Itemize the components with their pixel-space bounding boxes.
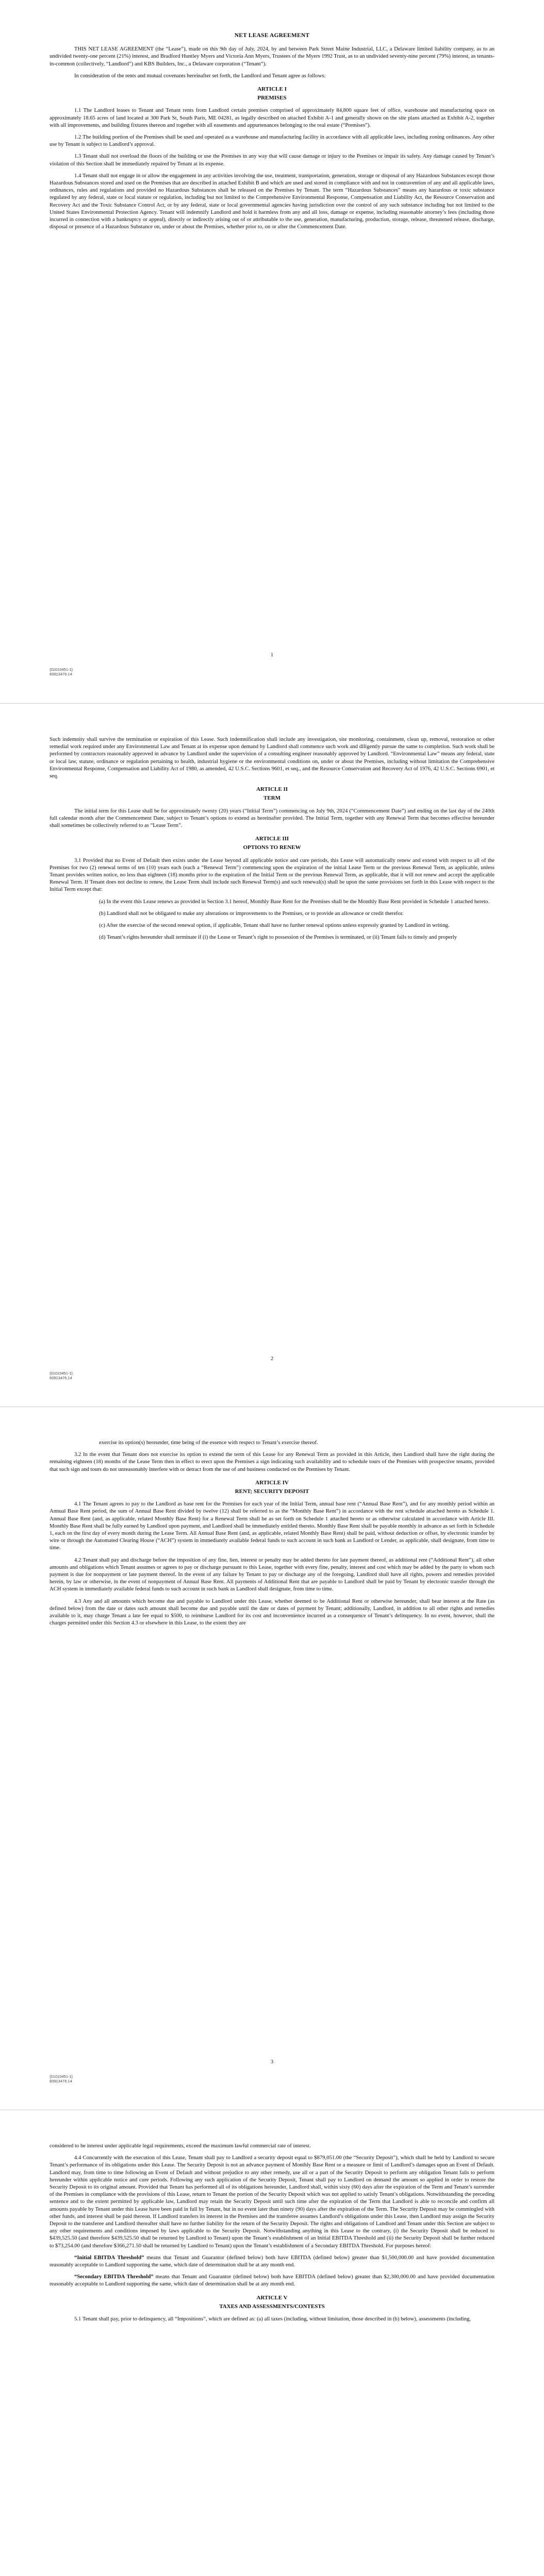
section-3-2: 3.2 In the event that Tenant does not exercise its option to extend the term of this Lease for any Renewal Term as provided in this Article, then Landlord shall have the right during the remaining eighteen (18) months of the Lease Term then in effect to erect upon the Premises a sign indicating such availability and to schedule tours of the Premises with prospective tenants, provided that such sign and tours do not unreasonably interfere with or detract from the use of and business conducted on the Premises by Tenant.	[50, 1451, 494, 1472]
page-3-content	[50, 1439, 494, 1631]
section-1-1: 1.1 The Landlord leases to Tenant and Tenant rents from Landlord certain premises comprised of approximately 84,800 square feet of office, warehouse and manufacturing space on approximately 18.65 acres of land located at 300 Park St, South Paris, ME 04281, as legally described on attached Exhibit A-1 and generally shown on the site plans attached as Exhibit A-2, together with all improvements, and building fixtures thereon and together with all easements and appurtenances belonging to the real estate (“Premises”).	[50, 107, 494, 128]
footer-reference: 83913476.14	[50, 672, 72, 676]
page-3	[0, 1406, 544, 2110]
page-4-content	[50, 2142, 494, 2327]
secondary-ebitda-term: “Secondary EBITDA Threshold”	[74, 2274, 154, 2280]
section-4-4: 4.4 Concurrently with the execution of this Lease, Tenant shall pay to Landlord a security deposit equal to $879,051.00 (the “Security Deposit”), which shall be held by Landlord to secure Tenant’s performance of its obligations under this Lease. The Security Deposit is not an advance payment of Monthly Base Rent or a measure or limit of Landlord’s damages upon an Event of Default. Landlord may, from time to time following an Event of Default and without prejudice to any other remedy, use all or a part of the Security Deposit to perform any obligation Tenant fails to perform hereunder within applicable notice and cure periods. Following any such application of the Security Deposit, Tenant shall pay to Landlord on demand the amount so applied in order to restore the Security Deposit to its original amount. Provided that Tenant has performed all of its obligations hereunder, Landlord shall, within sixty (60) days after the expiration of the Term and Tenant’s surrender of the Premises in compliance with the provisions of this Lease, return to Tenant the portion of the Security Deposit which was not applied to satisfy Tenant’s obligations. Notwithstanding the preceding sentence and to the extent permitted by applicable law, Landlord may retain the Security Deposit until such time after the expiration of the Term that Landlord is able to reconcile and confirm all amounts payable by Tenant under this Lease have been paid in full by Tenant, but in no event later than ninety (90) days after the expiration of the Term. The Security Deposit may be commingled with other funds, and interest shall be paid thereon. If Landlord transfers its interest in the Premises and the transferee assumes Landlord’s obligations under this Lease, then Landlord may assign the Security Deposit to the transferee and Landlord thereafter shall have no further liability for the return of the Security Deposit. The rights and obligations of Landlord and Tenant under this Section are subject to any other requirements and conditions imposed by laws applicable to the Security Deposit. Notwithstanding anything in this Lease to the contrary, (i) the Security Deposit shall be reduced to $439,525.50 (and therefore $439,525.50 shall be returned by Landlord to Tenant) upon the Tenant’s establishment of an Initial EBITDA Threshold and (ii) the Security Deposit shall be further reduced to $73,254.00 (and therefore $366,271.50 shall be returned by Landlord to Tenant) upon the Tenant’s establishment of a Secondary EBITDA Threshold. For purposes hereof:	[50, 2155, 494, 2249]
article-2-heading: TERM	[263, 795, 281, 802]
indemnity-continuation: Such indemnity shall survive the termination or expiration of this Lease. Such indemnification shall include any investigation, site monitoring, containment, clean up, removal, restoration or other remedial work required under any Environmental Law and Tenant at its expense upon demand by Landlord shall commence such work and diligently pursue the same to completion. Such work shall be performed by contractors reasonably approved in advance by Landlord under the supervision of a consulting engineer reasonably approved by Landlord. “Environmental Law” means any federal, state or local law, statute, ordinance or regulation pertaining to health, industrial hygiene or the environmental conditions on, under or about the Premises, including without limitation the Comprehensive Environmental Response, Compensation and Liability Act of 1980, as amended, 42 U.S.C. Sections 9601, et seq., and the Resource Conservation and Recovery Act of 1976, 42 U.S.C. Sections 6901, et seq.	[50, 736, 494, 779]
page-2-content	[50, 736, 494, 945]
section-term: The initial term for this Lease shall be for approximately twenty (20) years (“Initial Term”) commencing on July 9th, 2024 (“Commencement Date”) and ending on the last day of the 240th full calendar month after the Commencement Date, subject to Tenant’s options to extend as hereinafter provided. The Initial Term, together with any Renewal Term that becomes effective hereunder shall sometimes be collectively referred to as “Lease Term”.	[50, 807, 494, 829]
section-3-1-b: (b) Landlord shall not be obligated to make any alterations or improvements to the Premises, or to provide an allowance or credit therefor.	[99, 910, 404, 917]
section-4-2: 4.2 Tenant shall pay and discharge before the imposition of any fine, lien, interest or penalty may be added thereto for late payment thereof, as additional rent (“Additional Rent”), all other amounts and obligations which Tenant assumes or agrees to pay or discharge pursuant to this Lease, together with every fine, penalty, interest and cost which may be added by the party to whom such payment is due for nonpayment or late payment thereof. In the event of any failure by Tenant to pay or discharge any of the foregoing, Landlord shall have all rights, powers and remedies provided herein, by law or otherwise, in the event of nonpayment of Annual Base Rent. All payments of Additional Rent that are payable to Landlord shall be paid by Tenant by electronic transfer through the ACH system in immediately available federal funds to such account in such bank as Landlord shall designate, from time to time.	[50, 1556, 494, 1592]
page-2	[0, 703, 544, 1407]
footer-reference: 83913476.14	[50, 1376, 72, 1380]
article-5-heading: TAXES AND ASSESSMENTS/CONTESTS	[219, 2303, 325, 2310]
option-continuation: exercise its option(s) hereunder, time being of the essence with respect to Tenant’s exercise thereof.	[99, 1439, 318, 1446]
document-title: NET LEASE AGREEMENT	[234, 32, 310, 39]
section-3-1: 3.1 Provided that no Event of Default then exists under the Lease beyond all applicable notice and cure periods, this Lease will automatically renew and extend with respect to all of the Premises for two (2) renewal terms of ten (10) years each (each a “Renewal Term”) commencing upon the expiration of the initial Lease Term or the previous Renewal Term, as applicable, unless Tenant provides written notice, no less than eighteen (18) months prior to the expiration of the Initial Term or the previous Renewal Term, as applicable, that it will not renew and accept the applicable Renewal Term. If Tenant does not decline to renew, the Lease Term shall include such Renewal Term(s) and such renewal(s) shall be upon the same provisions set forth in this Lease with respect to the Initial Term except that:	[50, 857, 494, 893]
article-2-label: ARTICLE II	[256, 786, 288, 793]
article-1-label: ARTICLE I	[257, 86, 287, 93]
initial-ebitda-definition	[50, 2254, 494, 2268]
footer-code: {01010451-1}	[50, 1371, 73, 1376]
page-1-content	[50, 32, 494, 235]
page-footer	[50, 1371, 73, 1380]
article-3-label: ARTICLE III	[255, 836, 289, 842]
footer-code: {01010451-1}	[50, 2074, 73, 2079]
initial-ebitda-text: means that Tenant and Guarantor (defined below) both have EBITDA (defined below) greater than $1,500,000.00 and have provided documentation reasonably acceptable to Landlord supporting the same, which date of determination shall be at any month end.	[50, 2254, 494, 2268]
initial-ebitda-term: “Initial EBITDA Threshold”	[74, 2254, 144, 2261]
page-number: 3	[270, 2059, 274, 2065]
section-1-2: 1.2 The building portion of the Premises shall be used and operated as a warehouse and manufacturing facility in accordance with all applicable laws, including zoning ordinances. Any other use by Tenant is subject to Landlord’s approval.	[50, 134, 494, 148]
section-3-1-a: (a) In the event this Lease renews as provided in Section 3.1 hereof, Monthly Base Rent for the Premises shall be the Monthly Base Rent provided in Schedule 1 attached hereto.	[99, 898, 490, 905]
section-3-1-d: (d) Tenant’s rights hereunder shall terminate if (i) the Lease or Tenant’s right to possession of the Premises is terminated, or (ii) Tenant fails to timely and properly	[99, 934, 457, 941]
section-1-4: 1.4 Tenant shall not engage in or allow the engagement in any activities involving the use, treatment, transportation, generation, storage or disposal of any Hazardous Substances except those Hazardous Substances stored and used on the Premises that are described in attached Exhibit B and which are used and stored in compliance with and not in contravention of any and all applicable laws, ordinances, rules and regulations and provided no Hazardous Substances shall be released on the Premises by Tenant. The term “Hazardous Substances” means any hazardous or toxic substance regulated by any federal, state or local statute or regulation, including but not limited to the Comprehensive Environmental Response, Compensation and Liability Act, the Resource Conservation and Recovery Act and the Toxic Substance Control Act, or by any federal, state or local governmental agencies having jurisdiction over the control of any such substance including but not limited to the United States Environmental Protection Agency. Tenant will indemnify Landlord and hold it harmless from any and all loss, damage or expense, including reasonable attorney’s fees (including those incurred in connection with a bankruptcy or appeal), directly or indirectly arising out of or attributable to the use, generation, manufacturing, production, storage, release, threatened release, discharge, disposal or presence of a Hazardous Substance on, under or about the Premises, whether prior to, on or after the Commencement Date.	[50, 172, 494, 230]
page-number: 2	[270, 1355, 274, 1362]
lease-intro-paragraph: THIS NET LEASE AGREEMENT (the “Lease”), made on this 9th day of July, 2024, by and between Park Street Maine Industrial, LLC, a Delaware limited liability company, as to an undivided twenty-one percent (21%) interest, and Bradford Huntley Myers and Victoria Ann Myers, Trustees of the Myers 1992 Trust, as to an undivided seventy-nine percent (79%) interest, as tenants-in-common (collectively, “Landlord”) and KBS Builders, Inc., a Delaware corporation (“Tenant”).	[50, 46, 494, 67]
consideration-paragraph: In consideration of the rents and mutual covenants hereinafter set forth, the Landlord and Tenant agree as follows:	[74, 72, 326, 79]
article-1-heading: PREMISES	[257, 95, 287, 101]
section-1-3: 1.3 Tenant shall not overload the floors of the building or use the Premises in any way that will cause damage or injury to the Premises or impair its safety. Any damage caused by Tenant’s violation of this Section shall be immediately repaired by Tenant at its expense.	[50, 153, 494, 167]
section-4-3: 4.3 Any and all amounts which become due and payable to Landlord under this Lease, whether deemed to be Additional Rent or otherwise hereunder, shall bear interest at the Rate (as defined below) from the date or dates such amount shall become due and payable until the date or dates of payment by Tenant; additionally, Landlord, in addition to all other rights and remedies available to it, may charge Tenant a late fee equal to $500, to reimburse Landlord for its cost and inconvenience incurred as a consequence of Tenant’s delinquency. In no event, however, shall the charges permitted under this Section 4.3 or elsewhere in this Lease, to the extent they are	[50, 1598, 494, 1626]
section-4-1: 4.1 The Tenant agrees to pay to the Landlord as base rent for the Premises for each year of the Initial Term, annual base rent (“Annual Base Rent”), and for any monthly period within an Annual Base Rent period, the sum of Annual Base Rent divided by twelve (12) shall be referred to as the “Monthly Base Rent”) in accordance with the rent schedule attached hereto as Schedule 1. Annual Base Rent (and, as applicable, related Monthly Base Rent) for a Renewal Term shall be as set forth on Schedule 1 attached hereto or as otherwise calculated in accordance with Article III. Monthly Base Rent shall be fully earned by Landlord upon payment, and Landlord shall be immediately entitled thereto. Monthly Base Rent shall be payable monthly in advance as set forth in Schedule 1, each on the first day of every month during the Lease Term. All Annual Base Rent (and, as applicable, related Monthly Base Rent) shall be paid, without deduction or offset, by electronic transfer by wire or through the Automated Clearing House (“ACH”) system in immediately available federal funds to such account in such bank as Landlord or Lender, as applicable, shall designate, from time to time.	[50, 1501, 494, 1551]
page-number: 1	[270, 652, 274, 658]
article-5-label: ARTICLE V	[256, 2294, 288, 2301]
interest-continuation: considered to be interest under applicable legal requirements, exceed the maximum lawful commercial rate of interest.	[50, 2143, 311, 2149]
secondary-ebitda-definition	[50, 2273, 494, 2287]
footer-reference: 83913476.14	[50, 2079, 72, 2083]
section-3-1-c: (c) After the exercise of the second renewal option, if applicable, Tenant shall have no further renewal options unless expressly granted by Landlord in writing.	[99, 922, 450, 929]
secondary-ebitda-text: means that Tenant and Guarantor (defined below) both have EBITDA (defined below) greater than $2,300,000.00 and have provided documentation reasonably acceptable to Landlord supporting the same, which date of determination shall be at any month end.	[50, 2274, 494, 2287]
page-footer	[50, 667, 73, 676]
section-5-1: 5.1 Tenant shall pay, prior to delinquency, all “Impositions”, which are defined as: (a) all taxes (including, without limitation, those described in (b) below), assessments (including,	[74, 2316, 471, 2323]
page-footer	[50, 2074, 73, 2083]
page-1	[0, 0, 544, 703]
article-4-heading: RENT; SECURITY DEPOSIT	[235, 1488, 309, 1495]
article-3-heading: OPTIONS TO RENEW	[243, 844, 301, 851]
page-4	[0, 2110, 544, 2576]
article-4-label: ARTICLE IV	[255, 1479, 289, 1486]
footer-code: {01010451-1}	[50, 667, 73, 672]
